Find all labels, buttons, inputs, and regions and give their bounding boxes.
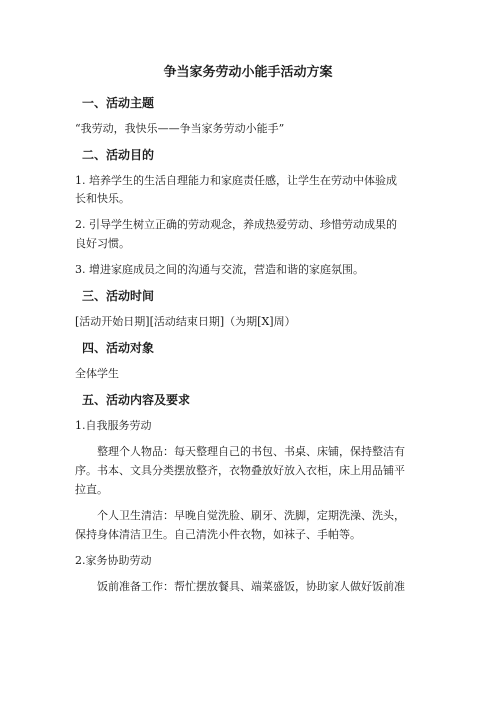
content-paragraph-1-line-2: 序。书本、文具分类摆放整齐，衣物叠放好放入衣柜，床上用品铺平 [75, 464, 405, 477]
time-text: [活动开始日期][活动结束日期]（为期[X]周） [75, 315, 296, 328]
section-heading-theme: 一、活动主题 [82, 96, 155, 110]
section-heading-purpose: 二、活动目的 [82, 148, 155, 162]
content-subheading-self-service: 1.自我服务劳动 [75, 419, 152, 432]
purpose-item-3: 3. 增进家庭成员之间的沟通与交流，营造和谐的家庭氛围。 [75, 263, 364, 276]
content-paragraph-2-line-2: 保持身体清洁卫生。自己清洗小件衣物，如袜子、手帕等。 [75, 528, 361, 541]
section-heading-content: 五、活动内容及要求 [82, 393, 191, 407]
section-heading-participants: 四、活动对象 [82, 341, 155, 355]
purpose-item-2-line-1: 2. 引导学生树立正确的劳动观念，养成热爱劳动、珍惜劳动成果的 [75, 218, 397, 231]
participants-text: 全体学生 [75, 367, 119, 380]
content-paragraph-1-line-1: 整理个人物品：每天整理自己的书包、书桌、床铺，保持整洁有 [97, 445, 405, 458]
purpose-item-2-line-2: 良好习惯。 [75, 237, 130, 250]
document-title: 争当家务劳动小能手活动方案 [163, 65, 333, 80]
purpose-item-1-line-1: 1. 培养学生的生活自理能力和家庭责任感，让学生在劳动中体验成 [75, 174, 397, 187]
content-paragraph-1-line-3: 拉直。 [75, 483, 108, 496]
content-paragraph-3-line-1: 饭前准备工作：帮忙摆放餐具、端菜盛饭，协助家人做好饭前准 [97, 580, 405, 593]
theme-text: “我劳动，我快乐——争当家务劳动小能手” [75, 122, 285, 135]
content-subheading-household-help: 2.家务协助劳动 [75, 554, 152, 567]
purpose-item-1-line-2: 长和快乐。 [75, 192, 130, 205]
content-paragraph-2-line-1: 个人卫生清洁：早晚自觉洗脸、刷牙、洗脚，定期洗澡、洗头， [97, 509, 405, 522]
section-heading-time: 三、活动时间 [82, 289, 155, 303]
